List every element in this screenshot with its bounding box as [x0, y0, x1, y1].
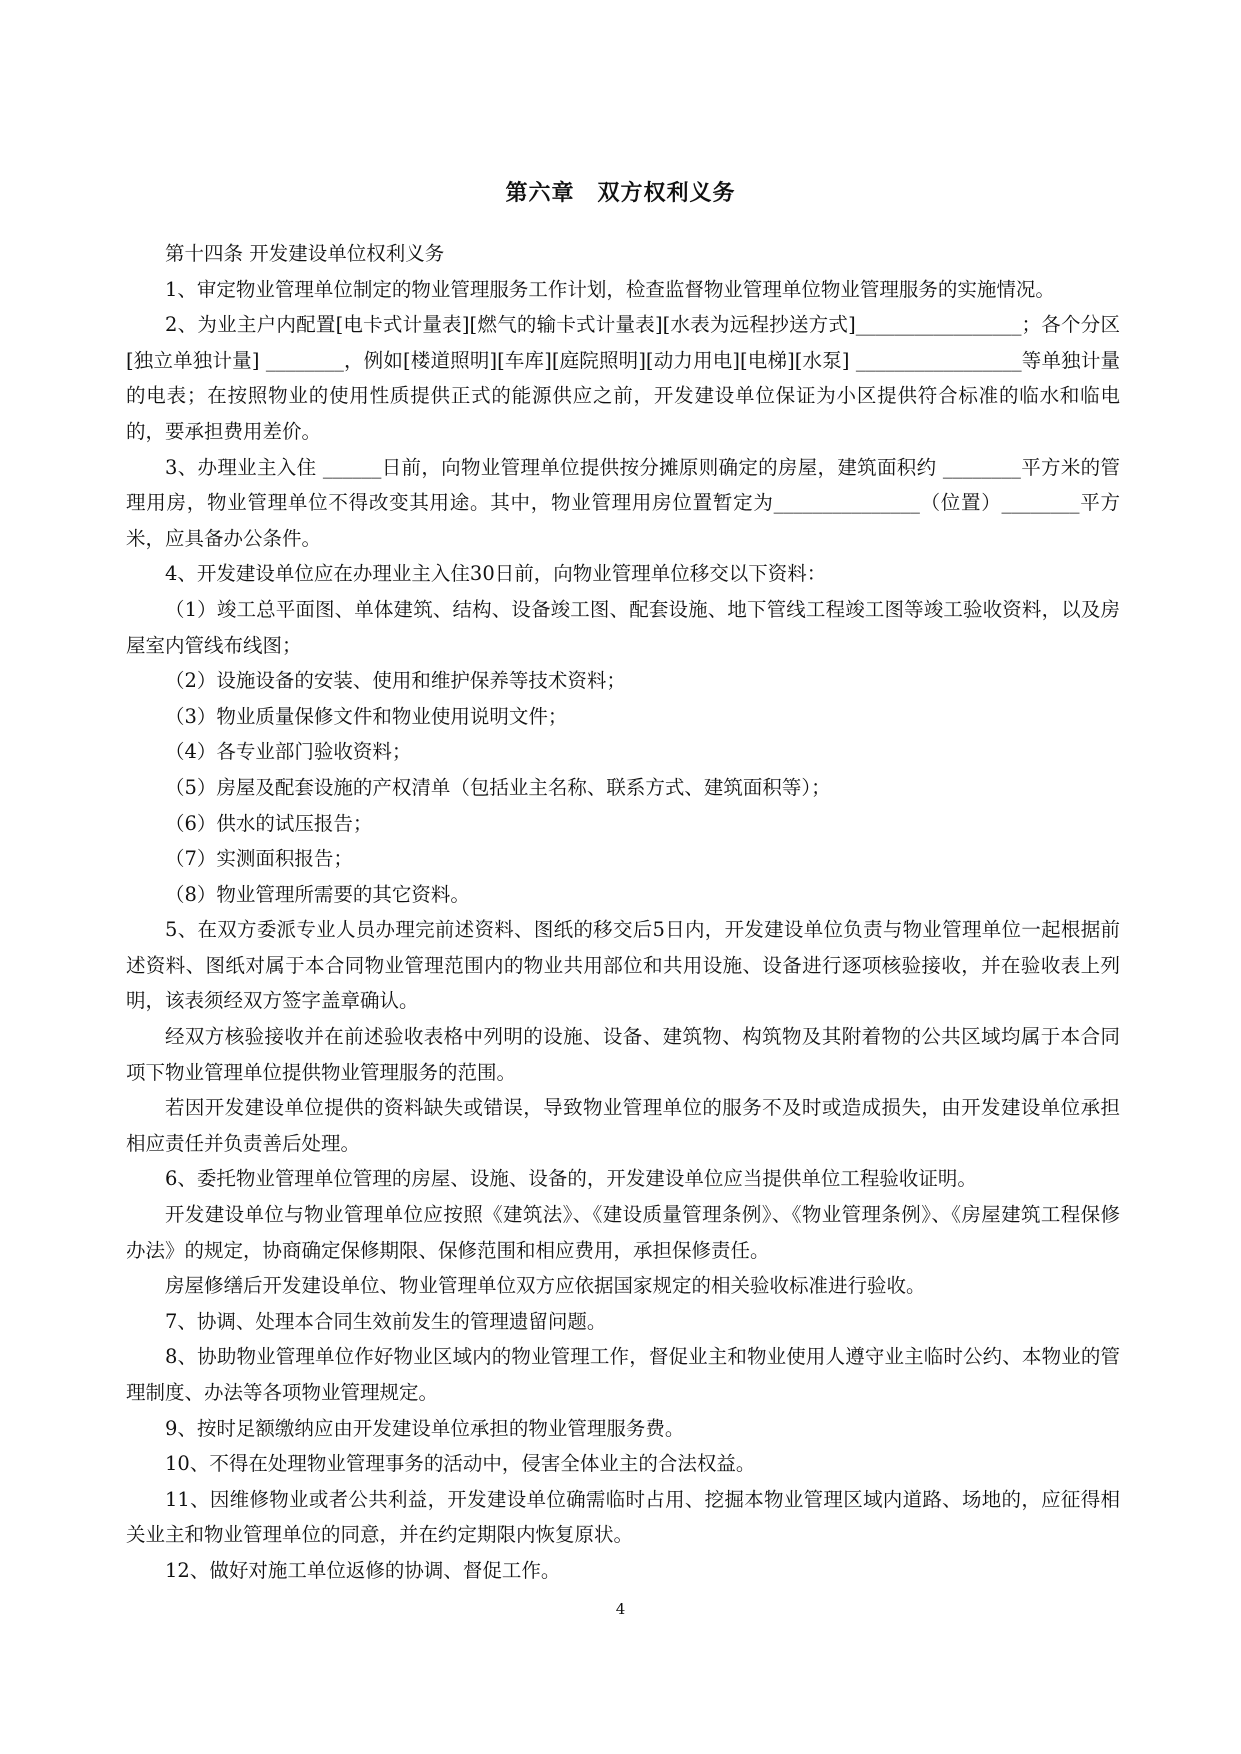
paragraph: 7、协调、处理本合同生效前发生的管理遗留问题。: [165, 1309, 607, 1333]
paragraph: 经双方核验接收并在前述验收表格中列明的设施、设备、建筑物、构筑物及其附着物的公共区域均属于本合同项下物业管理单位提供物业管理服务的范围。: [126, 1025, 1120, 1084]
list-item: （5）房屋及配套设施的产权清单（包括业主名称、联系方式、建筑面积等）；: [165, 775, 831, 799]
list-item: （2）设施设备的安装、使用和维护保养等技术资料；: [165, 669, 626, 693]
article-heading: 第十四条 开发建设单位权利义务: [165, 242, 445, 265]
paragraph: 8、协助物业管理单位作好物业区域内的物业管理工作，督促业主和物业使用人遵守业主临时公约、本物业的管理制度、办法等各项物业管理规定。: [126, 1345, 1120, 1404]
paragraph: 开发建设单位与物业管理单位应按照《建筑法》、《建设质量管理条例》、《物业管理条例》、《房屋建筑工程保修办法》的规定，协商确定保修期限、保修范围和相应费用，承担保修责任。: [126, 1203, 1120, 1262]
paragraph: 6、委托物业管理单位管理的房屋、设施、设备的，开发建设单位应当提供单位工程验收证明。: [165, 1167, 977, 1191]
list-item: （7）实测面积报告；: [165, 847, 353, 871]
list-item: （1）竣工总平面图、单体建筑、结构、设备竣工图、配套设施、地下管线工程竣工图等竣工验收资料，以及房屋室内管线布线图；: [126, 597, 1120, 657]
chapter-title: 第六章 双方权利义务: [505, 181, 736, 206]
paragraph: 1、审定物业管理单位制定的物业管理服务工作计划，检查监督物业管理单位物业管理服务的实施情况。: [165, 277, 1055, 301]
paragraph: 10、不得在处理物业管理事务的活动中，侵害全体业主的合法权益。: [165, 1452, 756, 1476]
page-number: 4: [615, 1600, 626, 1618]
paragraph: 5、在双方委派专业人员办理完前述资料、图纸的移交后5日内，开发建设单位负责与物业管理单位一起根据前述资料、图纸对属于本合同物业管理范围内的物业共用部位和共用设施、设备进行逐项核验接收，并在验收表上列明，该表须经双方签字盖章确认。: [126, 918, 1120, 1013]
paragraph: 房屋修缮后开发建设单位、物业管理单位双方应依据国家规定的相关验收标准进行验收。: [165, 1274, 926, 1298]
paragraph: 4、开发建设单位应在办理业主入住30日前，向物业管理单位移交以下资料：: [165, 562, 827, 586]
paragraph: 2、为业主户内配置[电卡式计量表][燃气的输卡式计量表][水表为远程抄送方式]_________________；各个分区[独立单独计量] ________，例如[楼道照明][车库][庭院照明][动力用电][电梯][水泵] _________________等单独计量的电表；在按照物业的使用性质提供正式的能源供应之前，开发建设单位保证为小区提供符合标准的临水和临电的，要承担费用差价。: [126, 313, 1120, 443]
paragraph: 若因开发建设单位提供的资料缺失或错误，导致物业管理单位的服务不及时或造成损失，由开发建设单位承担相应责任并负责善后处理。: [126, 1096, 1120, 1155]
list-item: （3）物业质量保修文件和物业使用说明文件；: [165, 704, 568, 728]
paragraph: 12、做好对施工单位返修的协调、督促工作。: [165, 1558, 561, 1582]
list-item: （8）物业管理所需要的其它资料。: [165, 882, 470, 906]
document-body: [126, 236, 1120, 1589]
list-item: （6）供水的试压报告；: [165, 811, 373, 835]
paragraph: 3、办理业主入住 ______日前，向物业管理单位提供按分摊原则确定的房屋，建筑面积约 ________平方米的管理用房，物业管理单位不得改变其用途。其中，物业管理用房位置暂定为_______________（位置）________平方米，应具备办公条件。: [126, 455, 1120, 550]
paragraph: 9、按时足额缴纳应由开发建设单位承担的物业管理服务费。: [165, 1416, 685, 1440]
paragraph: 11、因维修物业或者公共利益，开发建设单位确需临时占用、挖掘本物业管理区域内道路、场地的，应征得相关业主和物业管理单位的同意，并在约定期限内恢复原状。: [126, 1487, 1120, 1547]
list-item: （4）各专业部门验收资料；: [165, 740, 412, 764]
